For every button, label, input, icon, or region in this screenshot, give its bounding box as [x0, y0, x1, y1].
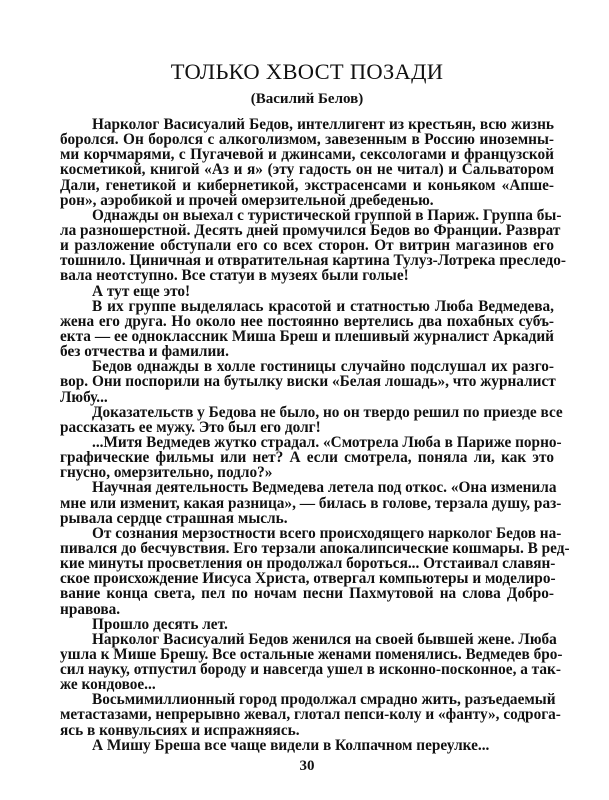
- text-line: Научная деятельность Ведмедева летела под откос. «Она изменила: [92, 479, 557, 497]
- story-author: (Василий Белов): [250, 91, 364, 107]
- text-line: рон», аэробикой и прочей омерзительной дребеденью.: [60, 191, 434, 209]
- text-line: ушла к Мише Брешу. Все остальные женами поменялись. Ведмедев бро-: [60, 645, 563, 663]
- paragraph: [60, 738, 554, 753]
- paragraph: [60, 403, 563, 436]
- paragraph: [60, 206, 566, 285]
- paragraph: [60, 299, 554, 360]
- text-line: Дали, генетикой и кибернетикой, экстрасенсами и коньяком «Апше-: [60, 176, 554, 194]
- text-line: гнусно, омерзительно, подло?»: [60, 464, 273, 482]
- text-line: без отчества и фамилии.: [60, 343, 229, 361]
- text-line: ское происхождение Иисуса Христа, отвергал компьютеры и моделиро-: [60, 570, 556, 588]
- text-line: Любу...: [60, 388, 108, 406]
- text-line: жена его друга. Но около нее постоянно вертелись два похабных субъ-: [60, 312, 554, 330]
- text-line: Однажды он выехал с туристической группой в Париж. Группа бы-: [92, 206, 562, 224]
- text-line: ла разношерстной. Десять дней промучился Бедов во Франции. Разврат: [60, 221, 561, 239]
- text-line: А тут еще это!: [92, 282, 191, 300]
- paragraph: [60, 691, 561, 739]
- text-line: От сознания мерзостности всего происходящего нарколог Бедов на-: [92, 524, 562, 542]
- paragraph: [60, 524, 570, 618]
- paragraph: [60, 617, 554, 632]
- paragraph: [60, 284, 554, 299]
- text-line: пивался до бесчувствия. Его терзали апокалипсические кошмары. В ред-: [60, 539, 570, 557]
- text-line: боролся. Он боролся с алкоголизмом, завезенным в Россию иноземны-: [60, 131, 554, 149]
- story-title: ТОЛЬКО ХВОСТ ПОЗАДИ: [170, 59, 444, 84]
- text-line: косметикой, книгой «Аз и я» (эту гадость он не читал) и Сальватором: [60, 161, 554, 179]
- text-line: В их группе выделялась красотой и статностью Люба Ведмедева,: [92, 297, 554, 315]
- paragraph: [60, 479, 562, 527]
- text-line: нравова.: [60, 600, 121, 618]
- text-line: вор. Они поспорили на бутылку виски «Белая лошадь», что журналист: [60, 373, 556, 391]
- text-line: ясь в конвульсиях и испражняясь.: [60, 721, 300, 739]
- text-line: же кондовое...: [60, 676, 156, 694]
- text-line: рассказать ее мужу. Это был его долг!: [60, 418, 321, 436]
- text-line: Бедов однажды в холле гостиницы случайно подслушал их разго-: [92, 358, 554, 376]
- text-line: графические фильмы или нет? А если смотрела, поняла ли, как это: [60, 449, 554, 467]
- text-line: ...Митя Ведмедев жутко страдал. «Смотрела Люба в Париже порно-: [92, 433, 562, 451]
- text-line: Восьмимиллионный город продолжал смрадно жить, разъедаемый: [92, 691, 556, 709]
- paragraph: [60, 433, 562, 482]
- paragraph: [60, 359, 554, 404]
- text-line: тошнило. Циничная и отвратительная картина Тулуз-Лотрека преследо-: [60, 252, 566, 270]
- story-body: [60, 116, 570, 754]
- text-line: кие минуты просветления он продолжал бороться... Отстаивал славян-: [60, 555, 556, 573]
- text-line: метастазами, непрерывно жевал, глотал пепси-колу и «фанту», содрога-: [60, 706, 561, 724]
- text-line: рывала сердце страшная мысль.: [60, 509, 288, 527]
- text-line: А Мишу Бреша все чаще видели в Колпачном переулке...: [92, 736, 490, 754]
- text-line: ми корчмарями, с Пугачевой и джинсами, сексологами и французской: [60, 146, 554, 164]
- text-line: екта — ее одноклассник Миша Бреш и плешивый журналист Аркадий: [60, 327, 554, 345]
- paragraph: [60, 630, 563, 694]
- page-number: 30: [299, 758, 315, 774]
- text-line: сил науку, отпустил бороду и навсегда ушел в исконно-посконное, а так-: [60, 661, 561, 679]
- text-line: Прошло десять лет.: [92, 615, 228, 633]
- text-line: Нарколог Васисуалий Бедов женился на своей бывшей жене. Люба: [92, 630, 557, 648]
- text-line: Нарколог Васисуалий Бедов, интеллигент из крестьян, всю жизнь: [92, 116, 554, 133]
- paragraph: [60, 117, 554, 208]
- text-line: мне или изменит, какая разница», — билась в голове, терзала душу, раз-: [60, 494, 562, 512]
- text-line: Доказательств у Бедова не было, но он твердо решил по приезде все: [92, 403, 563, 421]
- text-line: вала неотступно. Все статуи в музеях были голые!: [60, 267, 409, 285]
- text-line: вание конца света, пел по ночам песни Пахмутовой на слова Добро-: [60, 585, 554, 603]
- text-line: и разложение обступали его со всех сторон. От витрин магазинов его: [60, 237, 554, 255]
